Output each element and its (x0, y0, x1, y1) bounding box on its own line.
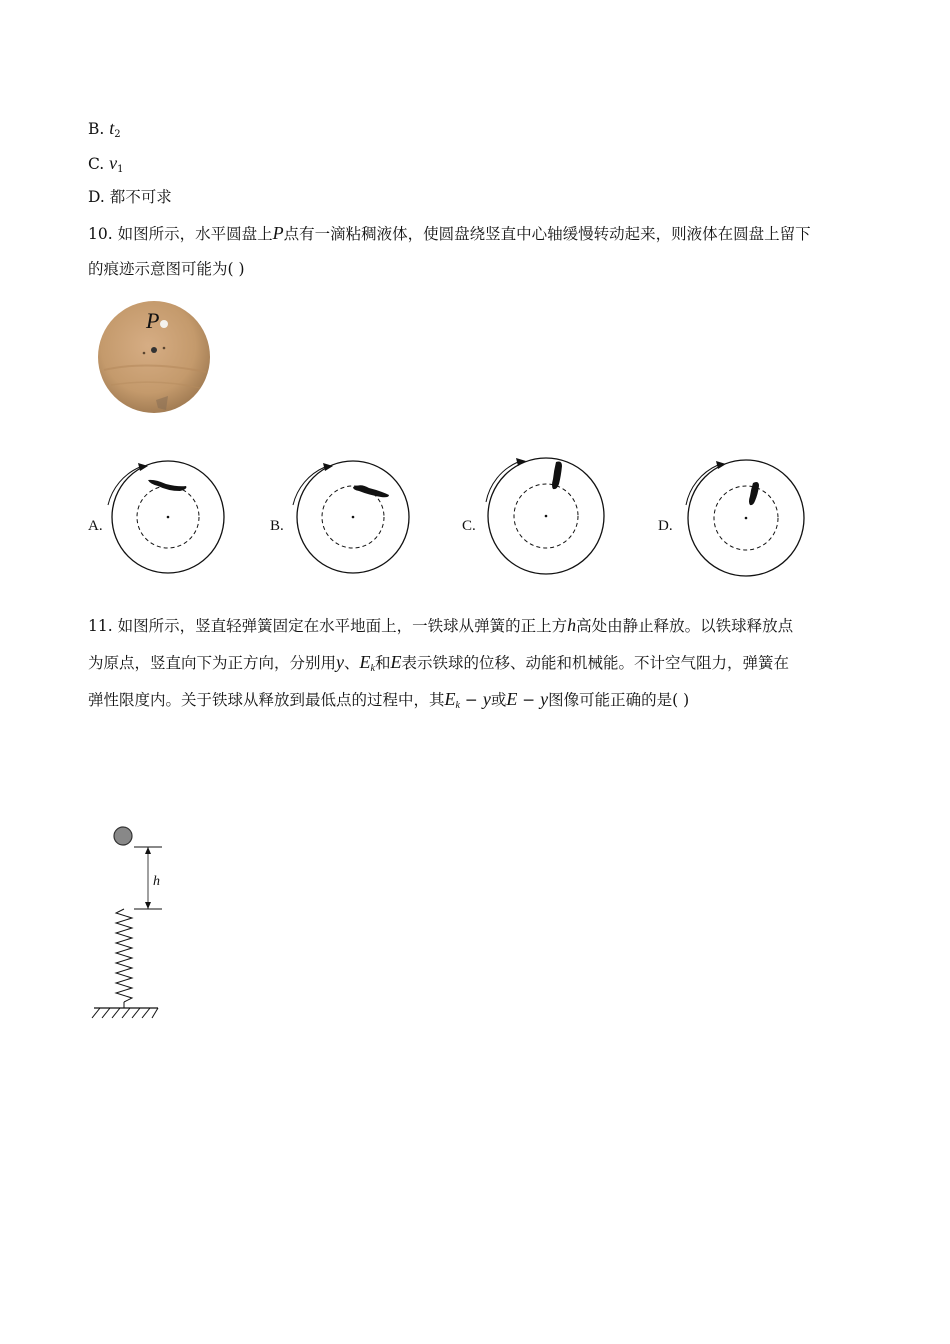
choice-b-label: B. (270, 518, 284, 534)
choice-a-diagram (100, 455, 225, 580)
q10-stem-line2: 的痕迹示意图可能为( ) (88, 260, 245, 278)
choice-a-label: A. (88, 518, 103, 534)
option-b: B. $t_2$ (88, 118, 121, 140)
choice-d-label: D. (658, 518, 673, 534)
option-c: C. $v_1$ (88, 153, 124, 175)
choice-b-diagram (285, 455, 410, 580)
q11-stem-line1: 11. 如图所示，竖直轻弹簧固定在水平地面上，一铁球从弹簧的正上方h高处由静止释放。以铁球释放点 (88, 615, 794, 635)
q10-stem-line1: 10. 如图所示，水平圆盘上P点有一滴粘稠液体，使圆盘绕竖直中心轴缓慢转动起来，则液体在圆盘上留下 (88, 223, 811, 243)
point-p-label: P (146, 308, 160, 333)
choice-c-label: C. (462, 518, 476, 534)
iron-ball (114, 827, 132, 845)
height-label: h (153, 874, 160, 889)
q11-stem-line2: 为原点，竖直向下为正方向，分别用y、$E_k$和E表示铁球的位移、动能和机械能。不计空气阻力，弹簧在 (88, 652, 790, 674)
q11-stem-line3: 弹性限度内。关于铁球从释放到最低点的过程中，其$E_k - y$或E − y图像可能正确的是( ) (88, 689, 690, 711)
choice-c-diagram (478, 452, 608, 577)
spring-figure (86, 822, 166, 1022)
choice-d-diagram (678, 455, 808, 580)
disc-photo (96, 300, 212, 414)
option-d: D. 都不可求 (88, 188, 172, 206)
